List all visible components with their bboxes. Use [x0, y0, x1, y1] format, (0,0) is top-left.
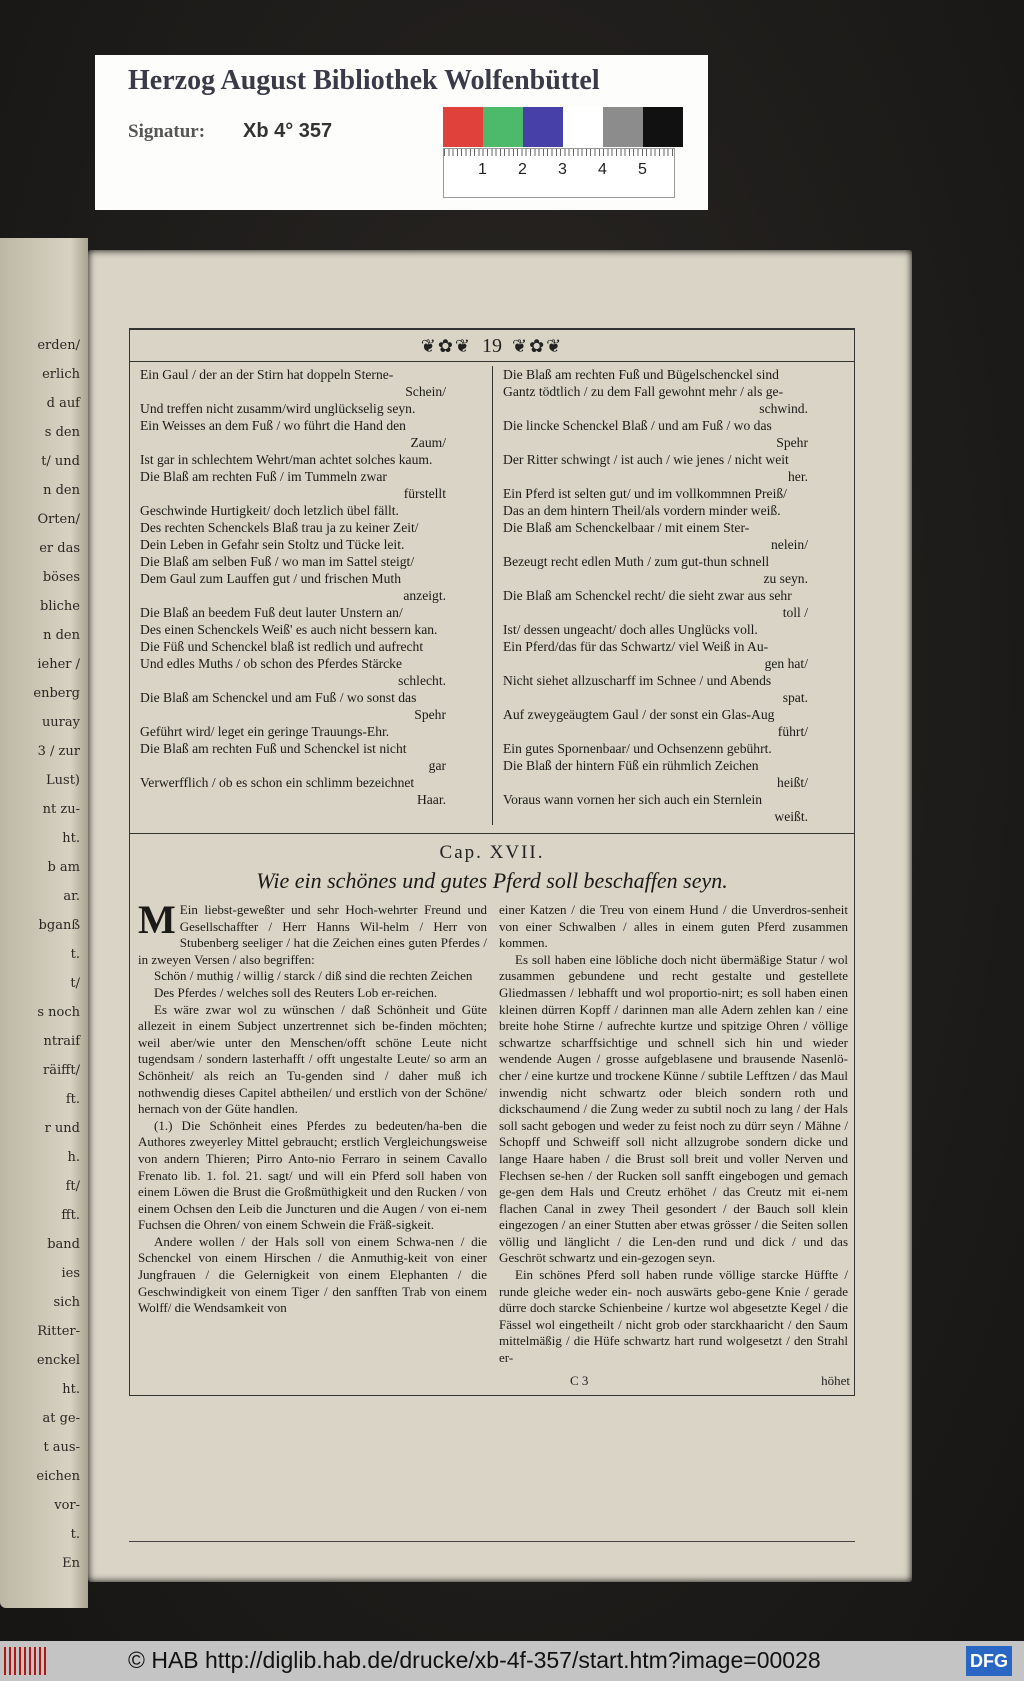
facing-page-text-fragment: ieher /	[37, 657, 80, 672]
verse-line: Die Blaß am rechten Fuß und Schenckel ist nicht	[140, 741, 407, 756]
verse-line: Ein Pferd ist selten gut/ und im vollkommnen Preiß/	[503, 486, 787, 501]
chapter-title: Wie ein schönes und gutes Pferd soll beschaffen seyn.	[256, 868, 728, 893]
color-swatch	[643, 107, 683, 147]
verse-line: Und treffen nicht zusamm/wird unglückselig seyn.	[140, 401, 416, 416]
institution-name: Herzog August Bibliothek Wolfenbüttel	[128, 65, 600, 96]
color-swatch	[603, 107, 643, 147]
facing-page-text-fragment: sich	[53, 1295, 80, 1310]
verse-section	[130, 362, 854, 834]
facing-page-text-fragment: räifft/	[43, 1063, 80, 1078]
prose-paragraph: einer Katzen / die Treu von einem Hund / die Unverdros-senheit von einer Schwalben / alles in einem guten Pferd zusammen kommen.	[499, 902, 848, 951]
verse-line: Ist gar in schlechtem Wehrt/man achtet solches kaum.	[140, 452, 433, 467]
facing-page-text-fragment: er das	[39, 541, 80, 556]
facing-page-text-fragment: t/	[70, 976, 80, 991]
verse-line: Spehr	[776, 435, 808, 450]
drop-cap: M	[138, 897, 176, 942]
ornament-right: ❦✿❦	[512, 336, 564, 356]
facing-page-text-fragment: vor-	[54, 1498, 80, 1513]
facing-page-text-fragment: n den	[43, 628, 80, 643]
dfg-logo: DFG	[966, 1646, 1012, 1676]
prose-section	[130, 897, 854, 1367]
verse-line: Auf zweygeäugtem Gaul / der sonst ein Glas-Aug	[503, 707, 775, 722]
prose-paragraph: (1.) Die Schönheit eines Pferdes zu bedeuten/ha-ben die Authores zweyerley Mittel gebraucht; erstlich Vergleichungsweise von andern Thieren; Pirro Anto-nio Ferraro in seinem Cavallo Frenato lib. 1. fol. 21. sagt/ und will ein Pferd soll haben von einem Löwen die Brust die Großmüthigkeit und den Rucken / von einem Ochsen den Leib die Juncturen und die Augen / von ei-nem Fuchsen die Ohren/ von einem Schwein die Fräß-sigkeit.	[138, 1117, 487, 1233]
verse-line: heißt/	[777, 775, 808, 790]
verse-line: Haar.	[416, 792, 446, 807]
verse-line: führt/	[777, 724, 808, 739]
facing-page-text-fragment: eichen	[36, 1469, 80, 1484]
prose-paragraph: Es wäre zwar wol zu wünschen / daß Schönheit und Güte allezeit in einem Subject unzertrennet sich be-finden möchten; weil aber/wie unter den Menschen/offt schöne Leute nicht tugendsam / sondern lasterhafft / offt ungestalte Leute/ so arm an Schönheit/ als reich an Tu-genden sind / daher muß ich nothwendig dieses Capitel abtheilen/ und erstlich von der Schöne/ hernach von der Güte handlen.	[138, 1001, 487, 1117]
copyright-link[interactable]: © HAB http://diglib.hab.de/drucke/xb-4f-357/start.htm?image=00028	[128, 1647, 821, 1673]
verse-line: Schein/	[405, 384, 446, 399]
verse-line: Voraus wann vornen her sich auch ein Sternlein	[503, 792, 763, 807]
verse-column-left	[130, 366, 492, 825]
ruler-number: 4	[598, 161, 607, 178]
verse-column-right	[492, 366, 854, 825]
prose-column-left	[138, 897, 487, 1367]
prose-paragraph: Es soll haben eine löbliche doch nicht übermäßige Statur / wol zusammen gebundene und recht gestalte und gestellete Gliedmassen / lebhafft und wol proportio-nirt; es soll haben einen kleinen dürren Kopff / darinnen man alle Adern zehlen kan / eine breite hohe Stirne / aufrechte kurtze und spitzige Ohren / völlige schwartze scharffsichtige und schnell sich hin und wieder wendende Augen / grosse aufgeblasene und brausende Nasenlö-cher / eine kurtze und trockene Künne / subtile Lefftzen / das Maul inwendig nicht schwartz oder bleich sondern roth und dickschaumend / die Zung weder zu subtil noch zu lang / der Hals soll sacht gebogen und weder zu feist noch zu dürr seyn / Mähne / Schopff und Schweiff soll nicht allzugrobe sondern dicke und lange Haare haben / die Brust soll breit und voller Nerven und Flechsen se-hen / der Rucken soll sanfft eingebogen und gemach ge-gen dem Hals und Creutz erhöhet / das Creutz mit ei-nem flachen Canal in zwey Theil gesondert / der Bauch soll klein eingezogen / an einer Stutten aber etwas grösser / die Seiten sollen völlig und länglicht / die Len-den rund und dick / und das Geschröt schwartz und ein-gezogen seyn.	[499, 951, 848, 1266]
signature-value: Xb 4° 357	[243, 120, 333, 142]
verse-line: Dein Leben in Gefahr sein Stoltz und Tücke leit.	[140, 537, 405, 552]
footer-bar	[0, 1641, 1024, 1681]
catchword: höhet	[821, 1372, 850, 1388]
verse-line: Die Blaß am selben Fuß / wo man im Sattel steigt/	[140, 554, 415, 569]
verse-line: anzeigt.	[403, 588, 446, 603]
verse-line: spat.	[782, 690, 808, 705]
signature-mark: C 3	[570, 1372, 589, 1388]
verse-line: Die lincke Schenckel Blaß / und am Fuß / wo das	[503, 418, 772, 433]
book-page	[88, 250, 912, 1582]
facing-page-text-fragment: erden/	[37, 338, 80, 353]
facing-page-text-fragment: En	[62, 1556, 80, 1571]
verse-line: her.	[787, 469, 808, 484]
library-label-card	[95, 55, 708, 210]
facing-page-text-fragment: s noch	[37, 1005, 80, 1020]
verse-line: toll /	[782, 605, 808, 620]
ruler-number: 5	[638, 161, 647, 178]
facing-page-text-fragment: Lust)	[46, 773, 80, 788]
facing-page-text-fragment: band	[47, 1237, 80, 1252]
prose-paragraph: Andere wollen / der Hals soll von einem Schwa-nen / die Schenckel von einem Hirschen / die Anmuthig-keit von einer Jungfrauen / die Gelernigkeit von einem Elephanten / die Geschwindigkeit von einem Tiger / den sanfften Trab von einem Wolff/ die Wendsamkeit von	[138, 1233, 487, 1316]
facing-page-text-fragment: ntraif	[43, 1034, 80, 1049]
facing-page-text-fragment: Ritter-	[37, 1324, 80, 1339]
verse-line: Die Blaß am Schenckelbaar / mit einem Ster-	[503, 520, 750, 535]
prose-paragraph: Des Pferdes / welches soll des Reuters Lob er-reichen.	[154, 984, 438, 1000]
verse-line: Und edles Muths / ob schon des Pferdes Stärcke	[140, 656, 403, 671]
verse-line: Das an dem hintern Theil/als vordern minder weiß.	[503, 503, 781, 518]
facing-page-text-fragment: r und	[44, 1121, 80, 1136]
verse-line: Verwerfflich / ob es schon ein schlimm bezeichnet	[140, 775, 415, 790]
verse-line: Die Füß und Schenckel blaß ist redlich und aufrecht	[140, 639, 424, 654]
verse-line: Die Blaß am rechten Fuß und Bügelschenckel sind	[503, 367, 779, 382]
verse-line: Die Blaß der hintern Füß ein rühmlich Zeichen	[503, 758, 759, 773]
facing-page-text-fragment: ft.	[65, 1092, 80, 1107]
ruler-number: 3	[558, 161, 567, 178]
facing-page-text-fragment: s den	[44, 425, 80, 440]
verse-line: fürstellt	[403, 486, 446, 501]
color-swatch	[443, 107, 483, 147]
facing-page-text-fragment: nt zu-	[42, 802, 80, 817]
hab-logo-icon	[4, 1647, 48, 1675]
signature-label: Signatur:	[128, 121, 206, 142]
scale-ruler	[443, 148, 675, 198]
facing-page-text-fragment: d auf	[46, 396, 80, 411]
ruler-number: 2	[518, 161, 527, 178]
ruler-number: 1	[478, 161, 487, 178]
verse-line: Ein Gaul / der an der Stirn hat doppeln Sterne-	[140, 367, 394, 382]
page-header	[130, 330, 854, 362]
facing-page-text-fragment: 3 / zur	[37, 744, 80, 759]
verse-line: Spehr	[414, 707, 446, 722]
verse-line: Zaum/	[410, 435, 446, 450]
text-frame	[129, 328, 855, 1396]
facing-page-text-fragment: böses	[42, 570, 80, 585]
color-calibration-swatches	[443, 107, 683, 147]
prose-paragraph: Ein liebst-geweßter und sehr Hoch-wehrter Freund und Gesellschaffter / Herr Hanns Wil-helm / Herr von Stubenberg seeliger / hat die Zeichen eines guten Pferdes / in zweyen Versen / also begriffen:	[138, 902, 487, 967]
bottom-rule	[129, 1541, 855, 1542]
facing-page-text-fragment: ar.	[63, 889, 80, 904]
verse-line: schlecht.	[398, 673, 446, 688]
verse-line: Die Blaß am rechten Fuß / im Tummeln zwar	[140, 469, 387, 484]
prose-column-right	[499, 902, 848, 1367]
page-foot-row	[130, 1371, 854, 1395]
facing-page-text-fragment: t/ und	[41, 454, 80, 469]
prose-paragraph: Ein schönes Pferd soll haben runde völlige starcke Hüffte / runde gleiche weder ein- noch auswärts gebo-gene Knie / gerade dürre doch starcke Schienbeine / kurtze wol abgesetzte Kegel / die Fässel wol eingetheilt / nicht grob oder starckhaaricht / den Saum mittelmäßig / die Hüfe schwartz hart rund wolgesetzt / den Strahl er-	[499, 1267, 848, 1366]
facing-page-text-fragment: enberg	[33, 686, 80, 701]
facing-page-text-fragment: bliche	[40, 599, 80, 614]
ornament-left: ❦✿❦	[420, 336, 472, 356]
verse-line: Die Blaß am Schenckel recht/ die sieht zwar aus sehr	[503, 588, 792, 603]
facing-page-text-fragment: ft/	[65, 1179, 80, 1194]
facing-page-text-fragment: ht.	[62, 831, 80, 846]
facing-page-text-fragment: n den	[43, 483, 80, 498]
verse-line: Geführt wird/ leget ein geringe Trauungs-Ehr.	[140, 724, 390, 739]
facing-page-text-fragment: erlich	[42, 367, 80, 382]
verse-line: gar	[428, 758, 446, 773]
verse-line: Nicht siehet allzuscharff im Schnee / und Abends	[503, 673, 772, 688]
facing-page-text-fragment: at ge-	[42, 1411, 80, 1426]
facing-page-text-fragment: ies	[61, 1266, 80, 1281]
color-swatch	[523, 107, 563, 147]
verse-line: Der Ritter schwingt / ist auch / wie jenes / nicht weit	[503, 452, 789, 467]
facing-page-text-fragment: b am	[47, 860, 80, 875]
verse-line: Des einen Schenckels Weiß' es auch nicht bessern kan.	[140, 622, 438, 637]
verse-line: zu seyn.	[763, 571, 808, 586]
verse-line: weißt.	[774, 809, 808, 824]
verse-line: Die Blaß am Schenckel und am Fuß / wo sonst das	[140, 690, 417, 705]
verse-line: gen hat/	[764, 656, 808, 671]
verse-line: Die Blaß an beedem Fuß deut lauter Unstern an/	[140, 605, 403, 620]
verse-line: Ein Weisses an dem Fuß / wo führt die Hand den	[140, 418, 406, 433]
facing-page-text-fragment: h.	[67, 1150, 80, 1165]
facing-page-text-fragment: bganß	[38, 918, 80, 933]
prose-paragraph: Schön / muthig / willig / starck / diß sind die rechten Zeichen	[154, 968, 473, 984]
facing-page-text-fragment: ht.	[62, 1382, 80, 1397]
verse-line: Bezeugt recht edlen Muth / zum gut-thun schnell	[503, 554, 770, 569]
verse-line: Ein gutes Spornenbaar/ und Ochsenzenn gebührt.	[503, 741, 772, 756]
verse-line: nelein/	[771, 537, 808, 552]
color-swatch	[563, 107, 603, 147]
color-swatch	[483, 107, 523, 147]
facing-page-text-fragment: uuray	[41, 715, 80, 730]
facing-page-edge	[0, 238, 88, 1608]
verse-line: Ist/ dessen ungeacht/ doch alles Unglücks voll.	[503, 622, 758, 637]
facing-page-text-fragment: fft.	[61, 1208, 80, 1223]
verse-line: Ein Pferd/das für das Schwartz/ viel Weiß in Au-	[503, 639, 769, 654]
facing-page-text-fragment: enckel	[36, 1353, 80, 1368]
facing-page-text-fragment: t.	[70, 947, 80, 962]
verse-line: Dem Gaul zum Lauffen gut / und frischen Muth	[140, 571, 401, 586]
verse-line: Geschwinde Hurtigkeit/ doch letzlich übel fällt.	[140, 503, 399, 518]
page-number: 19	[482, 335, 502, 357]
facing-page-text-fragment: Orten/	[37, 512, 80, 527]
facing-page-text-fragment: t aus-	[43, 1440, 80, 1455]
verse-line: Des rechten Schenckels Blaß trau ja zu keiner Zeit/	[140, 520, 419, 535]
chapter-number: Cap. XVII.	[439, 842, 545, 863]
verse-line: Gantz tödtlich / zu dem Fall gewohnt mehr / als ge-	[503, 384, 784, 399]
facing-page-text-fragment: t.	[70, 1527, 80, 1542]
verse-line: schwind.	[759, 401, 808, 416]
